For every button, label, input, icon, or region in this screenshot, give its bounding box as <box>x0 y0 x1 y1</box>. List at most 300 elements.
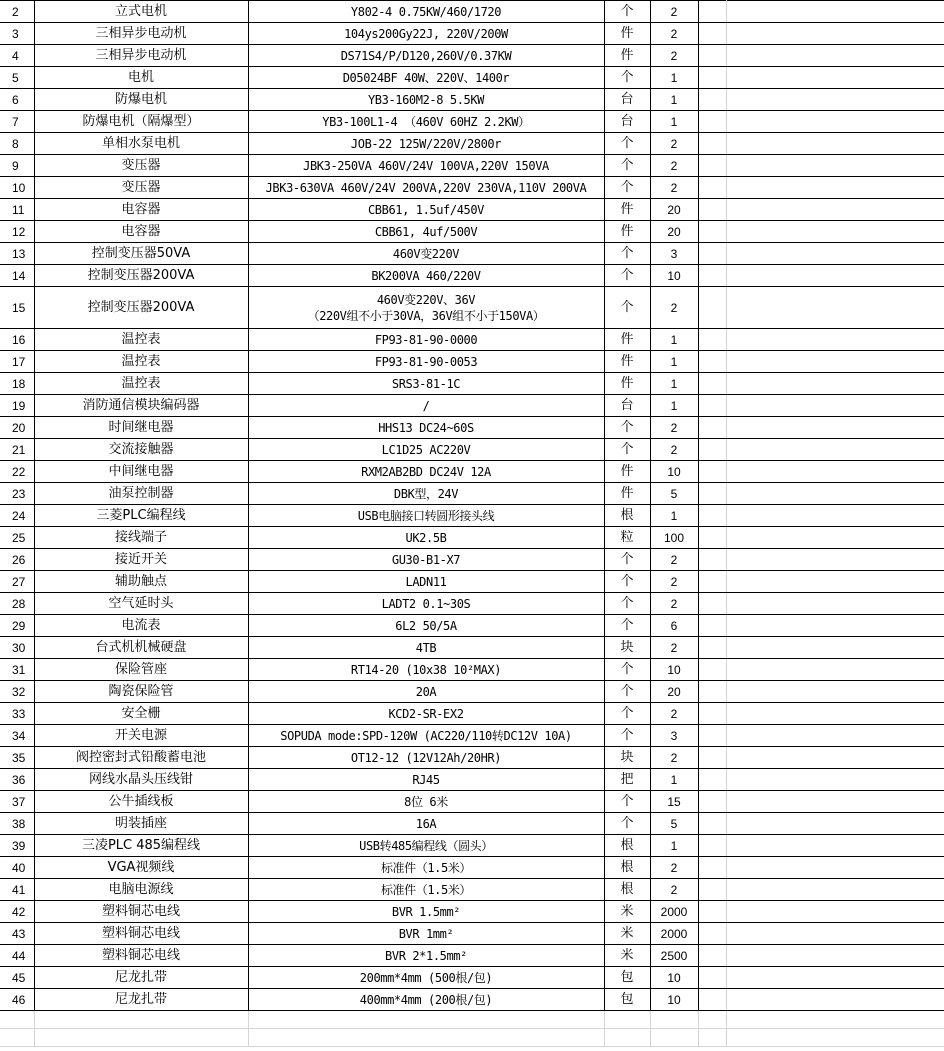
cell-row-number[interactable]: 6 <box>0 89 34 111</box>
cell-item-name[interactable]: 开关电源 <box>34 725 248 747</box>
cell-quantity[interactable]: 2 <box>650 857 698 879</box>
cell-empty[interactable] <box>698 1 726 23</box>
cell-quantity[interactable]: 2 <box>650 879 698 901</box>
cell-row-number[interactable]: 14 <box>0 265 34 287</box>
cell-unit[interactable]: 个 <box>604 791 650 813</box>
cell-empty[interactable] <box>248 1029 604 1047</box>
cell-empty[interactable] <box>698 177 726 199</box>
cell-row-number[interactable]: 43 <box>0 923 34 945</box>
cell-row-number[interactable]: 8 <box>0 133 34 155</box>
cell-empty[interactable] <box>726 45 944 67</box>
cell-item-name[interactable]: 保险管座 <box>34 659 248 681</box>
cell-empty[interactable] <box>698 527 726 549</box>
cell-row-number[interactable]: 18 <box>0 373 34 395</box>
cell-row-number[interactable]: 31 <box>0 659 34 681</box>
cell-item-name[interactable]: 单相水泵电机 <box>34 133 248 155</box>
cell-specification[interactable] <box>248 373 604 395</box>
cell-unit[interactable]: 米 <box>604 923 650 945</box>
cell-specification[interactable] <box>248 967 604 989</box>
cell-empty[interactable] <box>726 571 944 593</box>
cell-empty[interactable] <box>698 483 726 505</box>
cell-empty[interactable] <box>650 1029 698 1047</box>
cell-item-name[interactable]: 中间继电器 <box>34 461 248 483</box>
cell-specification[interactable] <box>248 989 604 1011</box>
cell-item-name[interactable]: 电脑电源线 <box>34 879 248 901</box>
cell-quantity[interactable]: 2 <box>650 439 698 461</box>
cell-unit[interactable]: 件 <box>604 461 650 483</box>
cell-quantity[interactable]: 2 <box>650 571 698 593</box>
cell-empty[interactable] <box>726 615 944 637</box>
cell-empty[interactable] <box>726 439 944 461</box>
cell-empty[interactable] <box>726 483 944 505</box>
cell-specification[interactable] <box>248 593 604 615</box>
cell-item-name[interactable]: 防爆电机（隔爆型） <box>34 111 248 133</box>
cell-specification[interactable] <box>248 67 604 89</box>
cell-empty[interactable] <box>698 967 726 989</box>
cell-item-name[interactable]: 明装插座 <box>34 813 248 835</box>
cell-unit[interactable]: 件 <box>604 45 650 67</box>
cell-unit[interactable]: 根 <box>604 857 650 879</box>
cell-empty[interactable] <box>698 373 726 395</box>
cell-unit[interactable]: 米 <box>604 945 650 967</box>
cell-specification[interactable] <box>248 901 604 923</box>
cell-row-number[interactable]: 36 <box>0 769 34 791</box>
cell-empty[interactable] <box>698 439 726 461</box>
cell-unit[interactable]: 个 <box>604 703 650 725</box>
cell-item-name[interactable]: 三凌PLC 485编程线 <box>34 835 248 857</box>
cell-row-number[interactable]: 32 <box>0 681 34 703</box>
cell-quantity[interactable]: 1 <box>650 89 698 111</box>
cell-unit[interactable]: 个 <box>604 593 650 615</box>
cell-empty[interactable] <box>726 461 944 483</box>
cell-empty[interactable] <box>726 659 944 681</box>
cell-item-name[interactable]: 电机 <box>34 67 248 89</box>
cell-row-number[interactable]: 39 <box>0 835 34 857</box>
cell-empty[interactable] <box>698 923 726 945</box>
cell-empty[interactable] <box>698 243 726 265</box>
cell-specification[interactable] <box>248 265 604 287</box>
cell-specification[interactable] <box>248 329 604 351</box>
cell-specification[interactable] <box>248 747 604 769</box>
cell-row-number[interactable]: 24 <box>0 505 34 527</box>
cell-item-name[interactable]: 电容器 <box>34 221 248 243</box>
cell-empty[interactable] <box>726 287 944 329</box>
cell-item-name[interactable]: 三相异步电动机 <box>34 23 248 45</box>
cell-empty[interactable] <box>726 703 944 725</box>
cell-specification[interactable] <box>248 461 604 483</box>
cell-empty[interactable] <box>698 593 726 615</box>
cell-specification[interactable] <box>248 681 604 703</box>
cell-unit[interactable]: 个 <box>604 133 650 155</box>
cell-empty[interactable] <box>698 615 726 637</box>
cell-item-name[interactable]: 变压器 <box>34 177 248 199</box>
cell-empty[interactable] <box>726 549 944 571</box>
cell-specification[interactable] <box>248 615 604 637</box>
cell-empty[interactable] <box>726 637 944 659</box>
cell-item-name[interactable]: 陶瓷保险管 <box>34 681 248 703</box>
cell-quantity[interactable]: 2 <box>650 703 698 725</box>
cell-empty[interactable] <box>34 1029 248 1047</box>
cell-quantity[interactable]: 2 <box>650 23 698 45</box>
cell-quantity[interactable]: 2 <box>650 549 698 571</box>
cell-row-number[interactable]: 17 <box>0 351 34 373</box>
cell-item-name[interactable]: 油泵控制器 <box>34 483 248 505</box>
cell-empty[interactable] <box>698 461 726 483</box>
cell-empty[interactable] <box>698 89 726 111</box>
cell-empty[interactable] <box>726 857 944 879</box>
cell-unit[interactable]: 个 <box>604 417 650 439</box>
cell-empty[interactable] <box>726 221 944 243</box>
cell-specification[interactable] <box>248 945 604 967</box>
cell-row-number[interactable]: 28 <box>0 593 34 615</box>
cell-quantity[interactable]: 2500 <box>650 945 698 967</box>
cell-empty[interactable] <box>726 1011 944 1029</box>
cell-empty[interactable] <box>650 1011 698 1029</box>
cell-empty[interactable] <box>698 571 726 593</box>
cell-specification[interactable] <box>248 725 604 747</box>
cell-row-number[interactable]: 41 <box>0 879 34 901</box>
cell-unit[interactable]: 个 <box>604 177 650 199</box>
cell-empty[interactable] <box>726 67 944 89</box>
cell-unit[interactable]: 台 <box>604 89 650 111</box>
cell-empty[interactable] <box>698 351 726 373</box>
cell-empty[interactable] <box>0 1011 34 1029</box>
cell-item-name[interactable]: 温控表 <box>34 329 248 351</box>
cell-quantity[interactable]: 2 <box>650 45 698 67</box>
cell-item-name[interactable]: 温控表 <box>34 351 248 373</box>
cell-empty[interactable] <box>726 813 944 835</box>
cell-quantity[interactable]: 5 <box>650 813 698 835</box>
cell-row-number[interactable]: 20 <box>0 417 34 439</box>
cell-specification[interactable] <box>248 923 604 945</box>
cell-empty[interactable] <box>726 879 944 901</box>
cell-empty[interactable] <box>698 155 726 177</box>
cell-row-number[interactable]: 22 <box>0 461 34 483</box>
cell-item-name[interactable]: 安全栅 <box>34 703 248 725</box>
cell-empty[interactable] <box>698 901 726 923</box>
cell-empty[interactable] <box>726 89 944 111</box>
cell-quantity[interactable]: 20 <box>650 681 698 703</box>
cell-specification[interactable] <box>248 155 604 177</box>
cell-specification[interactable] <box>248 417 604 439</box>
cell-item-name[interactable]: 公牛插线板 <box>34 791 248 813</box>
cell-item-name[interactable]: 交流接触器 <box>34 439 248 461</box>
cell-empty[interactable] <box>698 681 726 703</box>
cell-unit[interactable]: 块 <box>604 637 650 659</box>
cell-empty[interactable] <box>604 1029 650 1047</box>
cell-unit[interactable]: 个 <box>604 659 650 681</box>
cell-unit[interactable]: 个 <box>604 681 650 703</box>
cell-item-name[interactable]: 电流表 <box>34 615 248 637</box>
cell-specification[interactable] <box>248 791 604 813</box>
cell-quantity[interactable]: 2000 <box>650 901 698 923</box>
cell-row-number[interactable]: 21 <box>0 439 34 461</box>
cell-empty[interactable] <box>726 901 944 923</box>
cell-unit[interactable]: 根 <box>604 505 650 527</box>
cell-quantity[interactable]: 2 <box>650 133 698 155</box>
cell-specification[interactable] <box>248 23 604 45</box>
cell-empty[interactable] <box>726 1 944 23</box>
cell-empty[interactable] <box>698 835 726 857</box>
cell-item-name[interactable]: 变压器 <box>34 155 248 177</box>
cell-item-name[interactable]: 接近开关 <box>34 549 248 571</box>
cell-empty[interactable] <box>0 1029 34 1047</box>
cell-unit[interactable]: 件 <box>604 483 650 505</box>
cell-unit[interactable]: 个 <box>604 243 650 265</box>
cell-row-number[interactable]: 33 <box>0 703 34 725</box>
cell-specification[interactable] <box>248 879 604 901</box>
cell-item-name[interactable]: 立式电机 <box>34 1 248 23</box>
cell-item-name[interactable]: 尼龙扎带 <box>34 967 248 989</box>
cell-row-number[interactable]: 34 <box>0 725 34 747</box>
cell-specification[interactable] <box>248 571 604 593</box>
cell-specification[interactable] <box>248 527 604 549</box>
cell-quantity[interactable]: 1 <box>650 835 698 857</box>
cell-item-name[interactable]: 网线水晶头压线钳 <box>34 769 248 791</box>
cell-quantity[interactable]: 20 <box>650 221 698 243</box>
cell-quantity[interactable]: 2 <box>650 417 698 439</box>
cell-empty[interactable] <box>726 329 944 351</box>
cell-empty[interactable] <box>248 1011 604 1029</box>
cell-unit[interactable]: 包 <box>604 989 650 1011</box>
cell-specification[interactable] <box>248 813 604 835</box>
cell-empty[interactable] <box>726 373 944 395</box>
cell-empty[interactable] <box>726 769 944 791</box>
cell-specification[interactable] <box>248 111 604 133</box>
cell-unit[interactable]: 件 <box>604 373 650 395</box>
cell-empty[interactable] <box>698 1029 726 1047</box>
cell-unit[interactable]: 件 <box>604 329 650 351</box>
cell-quantity[interactable]: 1 <box>650 505 698 527</box>
cell-empty[interactable] <box>698 111 726 133</box>
cell-quantity[interactable]: 2 <box>650 593 698 615</box>
cell-empty[interactable] <box>698 703 726 725</box>
cell-specification[interactable] <box>248 351 604 373</box>
cell-quantity[interactable]: 100 <box>650 527 698 549</box>
cell-row-number[interactable]: 19 <box>0 395 34 417</box>
cell-empty[interactable] <box>698 133 726 155</box>
cell-item-name[interactable]: 温控表 <box>34 373 248 395</box>
cell-specification[interactable] <box>248 483 604 505</box>
cell-empty[interactable] <box>698 945 726 967</box>
cell-specification[interactable] <box>248 395 604 417</box>
cell-empty[interactable] <box>726 351 944 373</box>
cell-unit[interactable]: 把 <box>604 769 650 791</box>
cell-empty[interactable] <box>698 1011 726 1029</box>
cell-empty[interactable] <box>698 791 726 813</box>
cell-quantity[interactable]: 2000 <box>650 923 698 945</box>
cell-empty[interactable] <box>698 505 726 527</box>
cell-quantity[interactable]: 15 <box>650 791 698 813</box>
cell-unit[interactable]: 块 <box>604 747 650 769</box>
cell-unit[interactable]: 件 <box>604 221 650 243</box>
cell-item-name[interactable]: 电容器 <box>34 199 248 221</box>
cell-row-number[interactable]: 44 <box>0 945 34 967</box>
cell-quantity[interactable]: 10 <box>650 989 698 1011</box>
cell-empty[interactable] <box>726 967 944 989</box>
cell-unit[interactable]: 台 <box>604 395 650 417</box>
cell-item-name[interactable]: 尼龙扎带 <box>34 989 248 1011</box>
cell-specification[interactable] <box>248 133 604 155</box>
cell-row-number[interactable]: 16 <box>0 329 34 351</box>
cell-unit[interactable]: 个 <box>604 813 650 835</box>
cell-unit[interactable]: 个 <box>604 615 650 637</box>
cell-specification[interactable] <box>248 1 604 23</box>
cell-row-number[interactable]: 38 <box>0 813 34 835</box>
cell-row-number[interactable]: 7 <box>0 111 34 133</box>
cell-item-name[interactable]: 三相异步电动机 <box>34 45 248 67</box>
cell-row-number[interactable]: 25 <box>0 527 34 549</box>
cell-empty[interactable] <box>698 23 726 45</box>
cell-row-number[interactable]: 42 <box>0 901 34 923</box>
cell-empty[interactable] <box>726 505 944 527</box>
cell-item-name[interactable]: 时间继电器 <box>34 417 248 439</box>
cell-empty[interactable] <box>698 879 726 901</box>
cell-empty[interactable] <box>726 395 944 417</box>
cell-unit[interactable]: 米 <box>604 901 650 923</box>
cell-row-number[interactable]: 37 <box>0 791 34 813</box>
cell-empty[interactable] <box>726 725 944 747</box>
cell-row-number[interactable]: 9 <box>0 155 34 177</box>
cell-unit[interactable]: 根 <box>604 835 650 857</box>
cell-specification[interactable] <box>248 287 604 329</box>
cell-row-number[interactable]: 12 <box>0 221 34 243</box>
cell-row-number[interactable]: 23 <box>0 483 34 505</box>
cell-item-name[interactable]: 阀控密封式铅酸蓄电池 <box>34 747 248 769</box>
cell-specification[interactable] <box>248 199 604 221</box>
cell-row-number[interactable]: 45 <box>0 967 34 989</box>
cell-row-number[interactable]: 4 <box>0 45 34 67</box>
cell-unit[interactable]: 个 <box>604 1 650 23</box>
cell-specification[interactable] <box>248 659 604 681</box>
cell-quantity[interactable]: 10 <box>650 967 698 989</box>
cell-quantity[interactable]: 2 <box>650 637 698 659</box>
cell-empty[interactable] <box>726 747 944 769</box>
cell-empty[interactable] <box>698 813 726 835</box>
cell-unit[interactable]: 台 <box>604 111 650 133</box>
cell-item-name[interactable]: 控制变压器200VA <box>34 265 248 287</box>
cell-quantity[interactable]: 2 <box>650 177 698 199</box>
cell-empty[interactable] <box>698 549 726 571</box>
cell-quantity[interactable]: 2 <box>650 1 698 23</box>
cell-item-name[interactable]: 塑料铜芯电线 <box>34 945 248 967</box>
cell-empty[interactable] <box>726 265 944 287</box>
cell-item-name[interactable]: 台式机机械硬盘 <box>34 637 248 659</box>
cell-empty[interactable] <box>726 989 944 1011</box>
cell-unit[interactable]: 个 <box>604 549 650 571</box>
cell-quantity[interactable]: 20 <box>650 199 698 221</box>
cell-unit[interactable]: 个 <box>604 287 650 329</box>
cell-specification[interactable] <box>248 549 604 571</box>
cell-quantity[interactable]: 1 <box>650 373 698 395</box>
cell-item-name[interactable]: 防爆电机 <box>34 89 248 111</box>
cell-unit[interactable]: 个 <box>604 67 650 89</box>
cell-empty[interactable] <box>726 681 944 703</box>
cell-specification[interactable] <box>248 243 604 265</box>
cell-quantity[interactable]: 2 <box>650 747 698 769</box>
cell-unit[interactable]: 个 <box>604 265 650 287</box>
cell-specification[interactable] <box>248 769 604 791</box>
cell-quantity[interactable]: 10 <box>650 659 698 681</box>
cell-unit[interactable]: 个 <box>604 155 650 177</box>
cell-empty[interactable] <box>726 835 944 857</box>
cell-empty[interactable] <box>726 133 944 155</box>
cell-empty[interactable] <box>698 329 726 351</box>
cell-empty[interactable] <box>726 243 944 265</box>
cell-empty[interactable] <box>604 1011 650 1029</box>
cell-quantity[interactable]: 10 <box>650 461 698 483</box>
cell-quantity[interactable]: 5 <box>650 483 698 505</box>
cell-specification[interactable] <box>248 505 604 527</box>
cell-unit[interactable]: 包 <box>604 967 650 989</box>
cell-empty[interactable] <box>726 417 944 439</box>
cell-row-number[interactable]: 40 <box>0 857 34 879</box>
cell-empty[interactable] <box>698 417 726 439</box>
cell-empty[interactable] <box>698 637 726 659</box>
cell-row-number[interactable]: 15 <box>0 287 34 329</box>
cell-specification[interactable] <box>248 45 604 67</box>
cell-quantity[interactable]: 2 <box>650 287 698 329</box>
cell-empty[interactable] <box>698 67 726 89</box>
cell-quantity[interactable]: 2 <box>650 155 698 177</box>
cell-quantity[interactable]: 1 <box>650 329 698 351</box>
cell-empty[interactable] <box>726 155 944 177</box>
cell-unit[interactable]: 个 <box>604 571 650 593</box>
cell-empty[interactable] <box>34 1011 248 1029</box>
cell-quantity[interactable]: 1 <box>650 769 698 791</box>
cell-item-name[interactable]: 接线端子 <box>34 527 248 549</box>
cell-empty[interactable] <box>698 857 726 879</box>
cell-unit[interactable]: 个 <box>604 439 650 461</box>
cell-item-name[interactable]: 控制变压器50VA <box>34 243 248 265</box>
cell-row-number[interactable]: 46 <box>0 989 34 1011</box>
cell-empty[interactable] <box>698 45 726 67</box>
cell-quantity[interactable]: 10 <box>650 265 698 287</box>
cell-specification[interactable] <box>248 703 604 725</box>
cell-row-number[interactable]: 30 <box>0 637 34 659</box>
cell-quantity[interactable]: 6 <box>650 615 698 637</box>
cell-row-number[interactable]: 2 <box>0 1 34 23</box>
cell-empty[interactable] <box>726 593 944 615</box>
cell-empty[interactable] <box>698 395 726 417</box>
cell-item-name[interactable]: VGA视频线 <box>34 857 248 879</box>
cell-item-name[interactable]: 塑料铜芯电线 <box>34 901 248 923</box>
cell-empty[interactable] <box>698 747 726 769</box>
cell-row-number[interactable]: 13 <box>0 243 34 265</box>
cell-unit[interactable]: 件 <box>604 23 650 45</box>
cell-empty[interactable] <box>698 659 726 681</box>
cell-unit[interactable]: 件 <box>604 199 650 221</box>
cell-empty[interactable] <box>726 923 944 945</box>
cell-row-number[interactable]: 27 <box>0 571 34 593</box>
cell-specification[interactable] <box>248 439 604 461</box>
cell-item-name[interactable]: 控制变压器200VA <box>34 287 248 329</box>
cell-item-name[interactable]: 空气延时头 <box>34 593 248 615</box>
cell-row-number[interactable]: 3 <box>0 23 34 45</box>
cell-row-number[interactable]: 5 <box>0 67 34 89</box>
cell-unit[interactable]: 个 <box>604 725 650 747</box>
cell-empty[interactable] <box>726 945 944 967</box>
cell-item-name[interactable]: 三菱PLC编程线 <box>34 505 248 527</box>
cell-empty[interactable] <box>726 23 944 45</box>
cell-specification[interactable] <box>248 177 604 199</box>
cell-item-name[interactable]: 辅助触点 <box>34 571 248 593</box>
cell-empty[interactable] <box>726 1029 944 1047</box>
cell-empty[interactable] <box>726 111 944 133</box>
cell-quantity[interactable]: 1 <box>650 395 698 417</box>
cell-empty[interactable] <box>698 769 726 791</box>
cell-quantity[interactable]: 3 <box>650 243 698 265</box>
